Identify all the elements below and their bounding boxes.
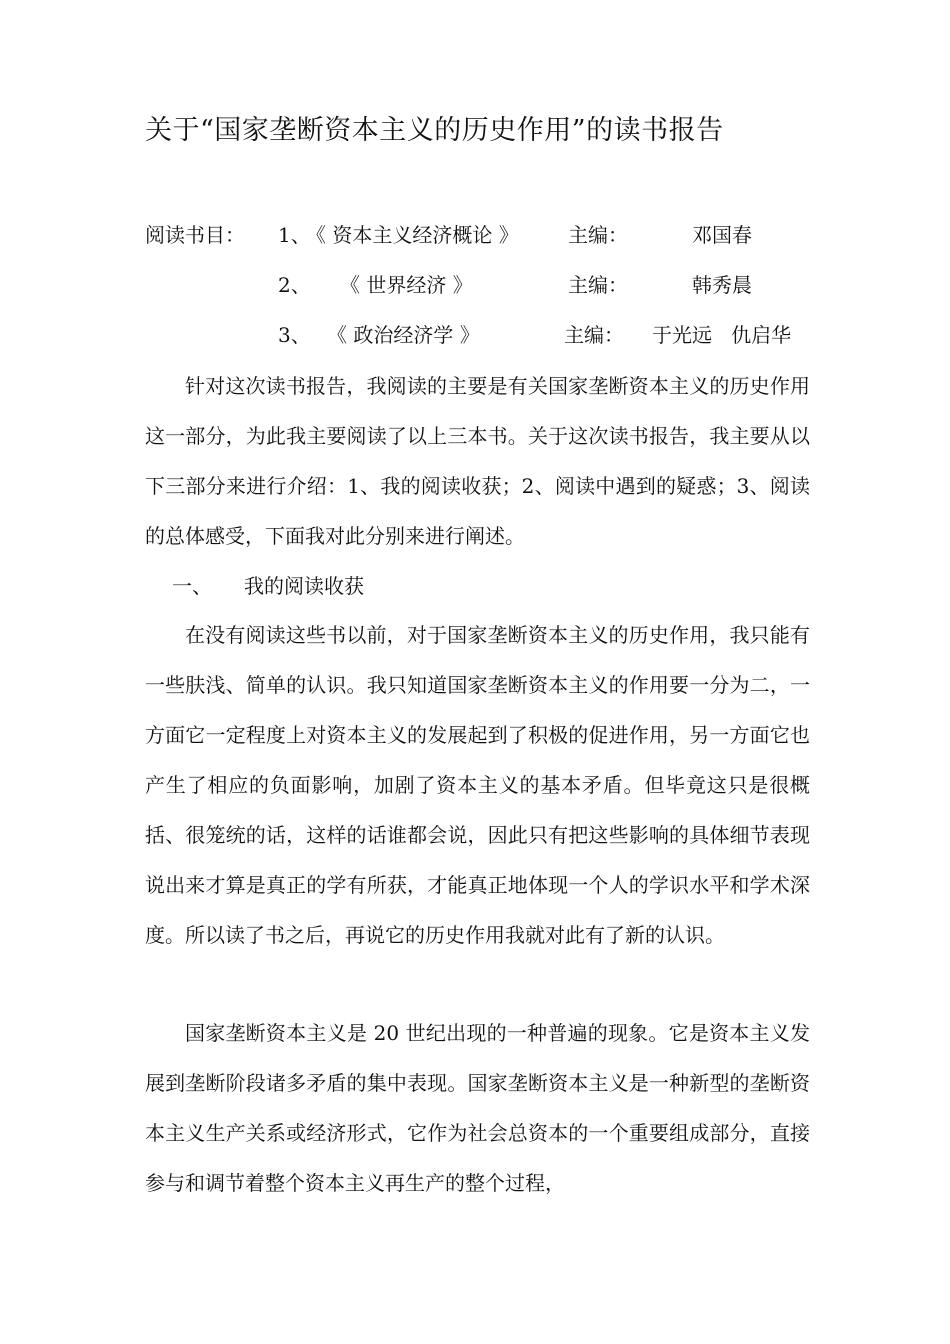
intro-paragraph: 针对这次读书报告，我阅读的主要是有关国家垄断资本主义的历史作用这一部分，为此我主要阅读了以上三本书。关于这次读书报告，我主要从以下三部分来进行介绍：1、我的阅读收获；2、阅读中遇到的疑惑；3、阅读的总体感受，下面我对此分别来进行阐述。: [145, 374, 810, 548]
book-number: 3、: [278, 323, 311, 347]
reading-list-row-2: [0, 270, 950, 300]
editor-label: 主编：: [568, 223, 628, 247]
section-heading: [172, 571, 572, 601]
editor-name: 韩秀晨: [692, 273, 752, 297]
book-title: 《 资本主义经济概论 》: [306, 223, 519, 247]
book-title: 《 政治经济学 》: [327, 323, 480, 347]
editor-label: 主编：: [564, 323, 624, 347]
reading-list-row-1: [0, 220, 950, 250]
book-number: 1、: [278, 223, 311, 247]
section-number: 一、: [172, 574, 212, 598]
book-title: 《 世界经济 》: [340, 273, 473, 297]
editor-name: 于光远 仇启华: [652, 323, 792, 347]
editor-name: 邓国春: [692, 223, 752, 247]
reading-list-row-3: [0, 320, 950, 350]
editor-label: 主编：: [568, 273, 628, 297]
reading-list-label: 阅读书目：: [145, 223, 245, 247]
book-number: 2、: [278, 273, 311, 297]
document-title: 关于“国家垄断资本主义的历史作用”的读书报告: [145, 115, 724, 146]
body-paragraph-1: 在没有阅读这些书以前，对于国家垄断资本主义的历史作用，我只能有一些肤浅、简单的认识。我只知道国家垄断资本主义的作用要一分为二，一方面它一定程度上对资本主义的发展起到了积极的促进作用，另一方面它也产生了相应的负面影响，加剧了资本主义的基本矛盾。但毕竟这只是很概括、很笼统的话，这样的话谁都会说，因此只有把这些影响的具体细节表现说出来才算是真正的学有所获，才能真正地体现一个人的学识水平和学术深度。所以读了书之后，再说它的历史作用我就对此有了新的认识。: [145, 623, 810, 947]
body-paragraph-2: 国家垄断资本主义是 20 世纪出现的一种普遍的现象。它是资本主义发展到垄断阶段诸多矛盾的集中表现。国家垄断资本主义是一种新型的垄断资本主义生产关系或经济形式，它作为社会总资本的一个重要组成部分，直接参与和调节着整个资本主义再生产的整个过程，: [145, 1021, 810, 1195]
section-title: 我的阅读收获: [244, 574, 364, 598]
